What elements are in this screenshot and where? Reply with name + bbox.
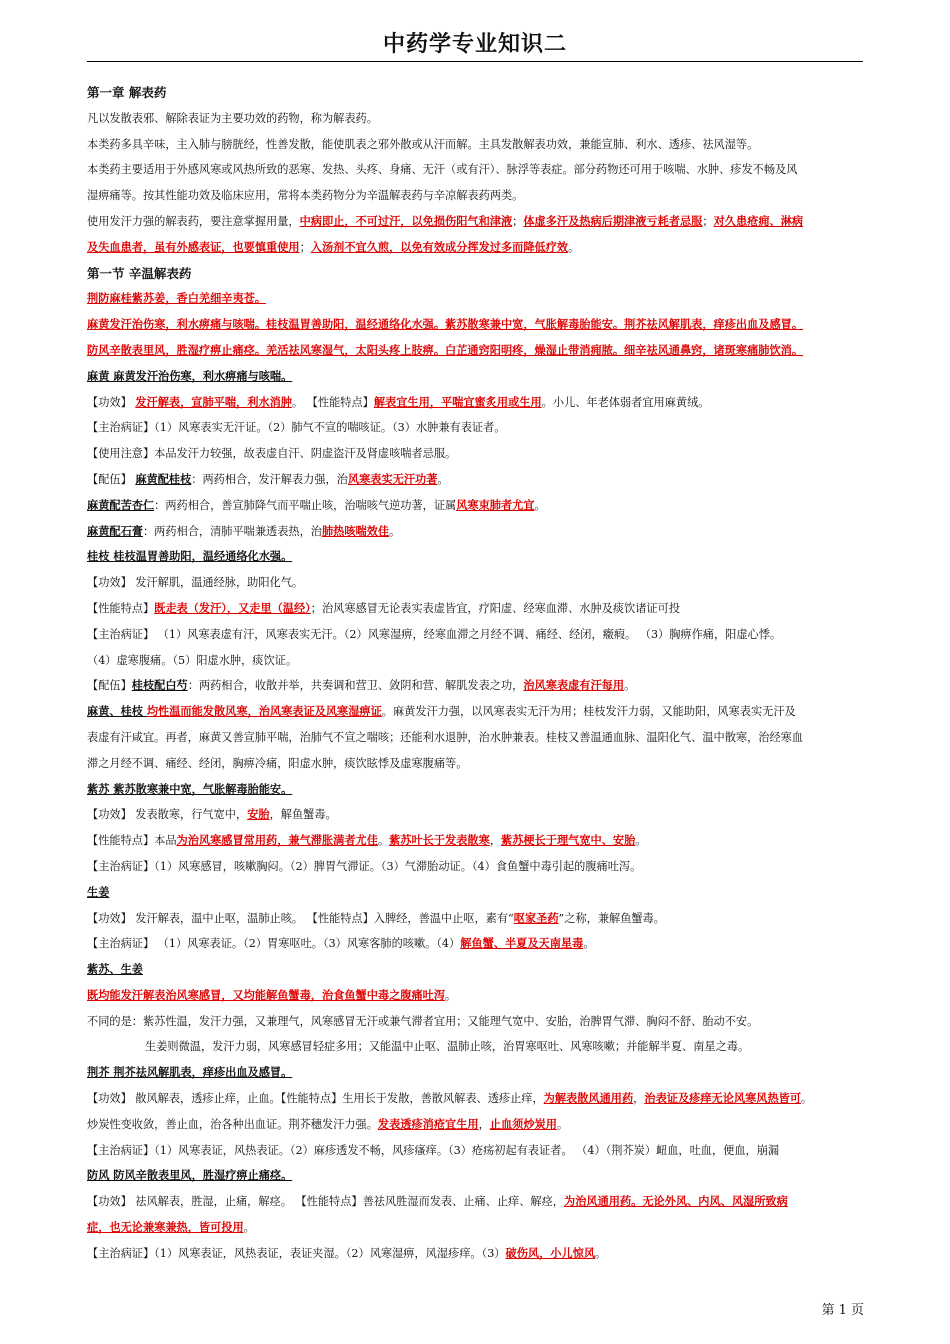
emphasized-text: 为治风通用药。无论外风、内风、风湿所致病 [564, 1194, 788, 1209]
text-span: ； [512, 214, 524, 228]
emphasized-text: 麻黄、桂枝 [87, 704, 147, 719]
emphasized-text: 荆防麻桂紫苏姜，香白羌细辛夷苍。 [87, 291, 267, 306]
text-line [87, 699, 865, 725]
emphasized-text: 入汤剂不宜久煎，以免有效成分挥发过多而降低疗效 [310, 239, 569, 254]
text-line [87, 1241, 865, 1267]
document-body [87, 80, 865, 1267]
text-span: 。麻黄发汗力强，以风寒表实无汗为用；桂枝发汗力弱，又能助阳，风寒表实无汗及 [381, 705, 796, 719]
text-line [87, 777, 865, 803]
emphasized-text: 紫苏、生姜 [87, 962, 143, 977]
text-span: 。 [389, 524, 401, 538]
emphasized-text: 均性温而能发散风寒，治风寒表证及风寒湿痹证 [146, 704, 382, 719]
text-line [87, 1215, 865, 1241]
emphasized-text: 麻黄配石膏 [87, 523, 143, 538]
text-line [87, 1112, 865, 1138]
text-line [87, 725, 865, 751]
emphasized-text: 麻黄配苦杏仁 [87, 497, 155, 512]
text-span: 。 [534, 498, 546, 512]
text-line [87, 983, 865, 1009]
text-span: 本类药多具辛味，主入肺与膀胱经，性善发散，能使肌表之邪外散或从汗而解。主具发散解表功效，兼能宣肺、利水、透疹、祛风湿等。 [87, 137, 759, 151]
emphasized-text: 发汗解表，宣肺平喘，利水消肿 [135, 394, 292, 409]
text-span: 【性能特点】 [87, 601, 155, 615]
text-span: 。 [595, 1246, 607, 1260]
text-span: 。小儿、年老体弱者宜用麻黄绒。 [541, 395, 710, 409]
emphasized-text: 紫苏叶长于发表散寒 [389, 833, 490, 848]
text-span: 炒炭性变收敛，善止血，治各种出血证。荆芥穗发汗力强。 [87, 1117, 378, 1131]
text-span: 本类药主要适用于外感风寒或风热所致的恶寒、发热、头疼、身痛、无汗（或有汗）、脉浮等表症。部分药物还可用于咳喘、水肿、疹发不畅及风 [87, 163, 798, 177]
text-span: ：两药相合，发汗解表力强，治 [191, 472, 348, 486]
emphasized-text: 对久患疮痈、淋病 [713, 213, 804, 228]
text-span: 湿痹痛等。按其性能功效及临床应用，常将本类药物分为辛温解表药与辛凉解表药两类。 [87, 189, 524, 203]
emphasized-text: 风寒束肺者尤宜 [456, 497, 535, 512]
text-span: 【功效】 散风解表，透疹止痒，止血。【性能特点】生用长于发散，善散风解表、透疹止痒， [87, 1092, 544, 1106]
text-span: 【配伍】 [87, 679, 132, 693]
text-span: ；治风寒感冒无论表实表虚皆宜，疗阳虚、经寒血滞、水肿及痰饮诸证可投 [310, 601, 680, 615]
text-span: 【使用注意】本品发汗力较强，故表虚自汗、阴虚盗汗及肾虚咳喘者忌服。 [87, 447, 457, 461]
emphasized-text: 解表宜生用，平喘宜蜜炙用或生用 [373, 394, 542, 409]
emphasized-text: 肺热咳喘效佳 [321, 523, 390, 538]
text-line [87, 673, 865, 699]
text-line [87, 338, 865, 364]
text-span: 。 [568, 240, 580, 254]
text-span: 凡以发散表邪、解除表证为主要功效的药物，称为解表药。 [87, 111, 378, 125]
emphasized-text: 麻黄发汗治伤寒，利水痹痛与咳喘。桂枝温胃善助阳，温经通络化水强。紫苏散寒兼中宽，气胀解毒胎能安。荆芥祛风解肌表，痒疹出血及感冒。 [87, 317, 804, 332]
text-span: 。 【性能特点】 [291, 395, 374, 409]
emphasized-text: 麻黄 麻黄发汗治伤寒，利水痹痛与咳喘。 [87, 368, 293, 383]
text-line [87, 467, 865, 493]
text-span: ； [702, 214, 714, 228]
emphasized-text: 紫苏 紫苏散寒兼中宽，气胀解毒胎能安。 [87, 781, 293, 796]
section-heading [87, 80, 865, 106]
emphasized-text: 生姜 [87, 884, 110, 899]
text-span: 【主治病证】 （1）风寒表证。（2）胃寒呕吐。（3）风寒客肺的咳嗽。（4） [87, 937, 461, 951]
text-line [87, 1189, 865, 1215]
text-line [87, 312, 865, 338]
text-line [87, 1034, 865, 1060]
text-line [87, 880, 865, 906]
text-line [87, 596, 865, 622]
text-line [87, 132, 865, 158]
text-span: 表虚有汗咸宜。再者，麻黄又善宣肺平喘，治肺气不宣之喘咳；还能利水退肿，治水肿兼表。桂枝又善温通血脉、温阳化气、温中散寒，治经寒血 [87, 730, 804, 744]
text-span: 。 [583, 937, 595, 951]
emphasized-text: 荆芥 荆芥祛风解肌表，痒疹出血及感冒。 [87, 1065, 293, 1080]
emphasized-text: 桂枝配白芍 [131, 678, 188, 693]
text-span: 【功效】 发汗解表，温中止呕，温肺止咳。 【性能特点】入脾经，善温中止呕，素有“ [87, 911, 514, 925]
emphasized-text: 防风 防风辛散表里风，胜湿疗痹止痛痉。 [87, 1168, 293, 1183]
text-span: ：两药相合，收散并举，共奏调和营卫、敛阴和营、解肌发表之功， [187, 679, 524, 693]
text-line [87, 544, 865, 570]
text-span: 。 [556, 1117, 569, 1131]
text-span: 。 [243, 1221, 255, 1235]
emphasized-text: 治表证及疹痒无论风寒风热皆可 [644, 1091, 802, 1106]
text-line [87, 390, 865, 416]
text-line [87, 1138, 865, 1164]
text-line [87, 106, 865, 132]
emphasized-text: 呕家圣药 [513, 910, 559, 925]
text-span: 。 [624, 679, 636, 693]
text-span: 。 [801, 1092, 813, 1106]
text-line [87, 493, 865, 519]
title-rule [87, 61, 863, 62]
text-line [87, 1060, 865, 1086]
text-span: 【功效】 [87, 395, 136, 409]
text-line [87, 183, 865, 209]
text-line [87, 415, 865, 441]
emphasized-text: 麻黄配桂枝 [135, 471, 192, 486]
emphasized-text: 及失血患者，虽有外感表证，也要慎重使用 [87, 239, 300, 254]
text-span: 不同的是：紫苏性温，发汗力强，又兼理气，风寒感冒无汗或兼气滞者宜用；又能理气宽中、安胎，治脾胃气滞、胸闷不舒、胎动不安。 [87, 1014, 759, 1028]
emphasized-text: 风寒表实无汗功著 [347, 471, 438, 486]
emphasized-text: 中病即止，不可过汗，以免损伤阳气和津液 [299, 213, 513, 228]
text-span: ； [299, 240, 311, 254]
emphasized-text: 破伤风，小儿惊风 [505, 1245, 596, 1260]
text-span: 生姜则微温，发汗力弱，风寒感冒轻症多用；又能温中止呕、温肺止咳，治胃寒呕吐、风寒咳嗽；并能解半夏、南星之毒。 [145, 1040, 750, 1054]
emphasized-text: 发表透疹消疮宜生用 [377, 1116, 479, 1131]
text-span: 【主治病证】 （1）风寒表虚有汗，风寒表实无汗。（2）风寒湿痹，经寒血滞之月经不调、痛经、经闭，癥瘕。 （3）胸痹作痛，阳虚心悸。 [87, 627, 782, 641]
text-span: 【功效】 发汗解肌，温通经脉，助阳化气。 [87, 576, 304, 590]
emphasized-text: 解鱼蟹、半夏及天南星毒 [460, 936, 584, 951]
text-span: 。 [437, 472, 449, 486]
text-span: ：两药相合，善宣肺降气而平喘止咳，治喘咳气逆功著，证属 [154, 498, 457, 512]
text-line [87, 209, 865, 235]
emphasized-text: 紫苏梗长于理气宽中、安胎 [501, 833, 636, 848]
text-span: ， [478, 1117, 490, 1131]
text-span: （4）虚寒腹痛。（5）阳虚水肿，痰饮证。 [87, 653, 298, 667]
text-span: 。 [635, 834, 647, 848]
text-span: 第一章 解表药 [87, 85, 167, 100]
text-line [87, 751, 865, 777]
text-line [87, 235, 865, 261]
emphasized-text: 安胎 [247, 807, 270, 822]
text-line [87, 157, 865, 183]
text-span: 【功效】 发表散寒，行气宽中， [87, 808, 248, 822]
text-span: 使用发汗力强的解表药，要注意掌握用量， [87, 214, 300, 228]
text-line [87, 622, 865, 648]
emphasized-text: 桂枝 桂枝温胃善助阳，温经通络化水强。 [87, 549, 293, 564]
emphasized-text: 为治风寒感冒常用药，兼气滞胀满者尤佳 [176, 833, 378, 848]
page-number: 第 1 页 [821, 1303, 864, 1318]
text-line [87, 1163, 865, 1189]
emphasized-text: 防风辛散表里风，胜湿疗痹止痛痉。羌活祛风寒湿气，太阳头疼上肢痹。白芷通窍阳明疼，燥湿止带消痈脓。细辛祛风通鼻窍，诸斑寒痛肺饮消。 [87, 342, 804, 357]
text-span: 。 [445, 988, 457, 1002]
text-span: ， [489, 834, 502, 848]
text-line [87, 957, 865, 983]
text-line [87, 570, 865, 596]
emphasized-text: 既走表（发汗），又走里（温经） [154, 600, 311, 615]
text-line [87, 802, 865, 828]
text-span: ，解鱼蟹毒。 [269, 808, 337, 822]
emphasized-text: 治风寒表虚有汗每用 [523, 678, 625, 693]
text-line [87, 1009, 865, 1035]
text-span: 【性能特点】本品 [87, 834, 177, 848]
text-line [87, 1086, 865, 1112]
emphasized-text: 体虚多汗及热病后期津液亏耗者忌服 [523, 213, 703, 228]
text-line [87, 906, 865, 932]
text-line [87, 441, 865, 467]
text-span: 。 [377, 834, 390, 848]
text-span: ：两药相合，清肺平喘兼透表热，治 [142, 524, 322, 538]
text-line [87, 364, 865, 390]
text-line [87, 519, 865, 545]
text-line [87, 854, 865, 880]
section-heading [87, 261, 865, 287]
emphasized-text: 为解表散风通用药 [543, 1091, 634, 1106]
emphasized-text: 既均能发汗解表治风寒感冒，又均能解鱼蟹毒，治食鱼蟹中毒之腹痛吐泻 [87, 987, 446, 1002]
text-span: 滞之月经不调、痛经、经闭，胸痹冷痛，阳虚水肿，痰饮眩悸及虚寒腹痛等。 [87, 756, 468, 770]
page-title: 中药学专业知识二 [382, 32, 567, 57]
emphasized-text: 止血须炒炭用 [489, 1116, 557, 1131]
text-line [87, 931, 865, 957]
text-span: 第一节 辛温解表药 [87, 265, 192, 281]
text-span: 【主治病证】（1）风寒表证，风热表证。（2）麻疹透发不畅，风疹瘙痒。（3）疮疡初起有表证者。 （4）（荆芥炭）衄血，吐血，便血，崩漏 [87, 1143, 780, 1157]
text-span: 【功效】 祛风解表，胜湿，止痛，解痉。 【性能特点】善祛风胜湿而发表、止痛、止痒、解痉， [87, 1195, 564, 1209]
text-span: 【主治病证】（1）风寒表实无汗证。（2）肺气不宣的喘咳证。（3）水肿兼有表证者。 [87, 421, 506, 435]
text-line [87, 828, 865, 854]
text-span: 【主治病证】（1）风寒感冒，咳嗽胸闷。（2）脾胃气滞证。（3）气滞胎动证。（4）食鱼蟹中毒引起的腹痛吐泻。 [87, 859, 642, 873]
text-span: 【主治病证】（1）风寒表证，风热表证，表证夹湿。（2）风寒湿痹，风湿疹痒。（3） [87, 1246, 506, 1260]
text-span: ”之称，兼解鱼蟹毒。 [558, 911, 665, 925]
text-span: ， [633, 1092, 645, 1106]
text-span: 【配伍】 [87, 472, 136, 486]
text-line [87, 286, 865, 312]
emphasized-text: 症，也无论兼寒兼热，皆可投用 [87, 1220, 244, 1235]
text-line [87, 648, 865, 674]
